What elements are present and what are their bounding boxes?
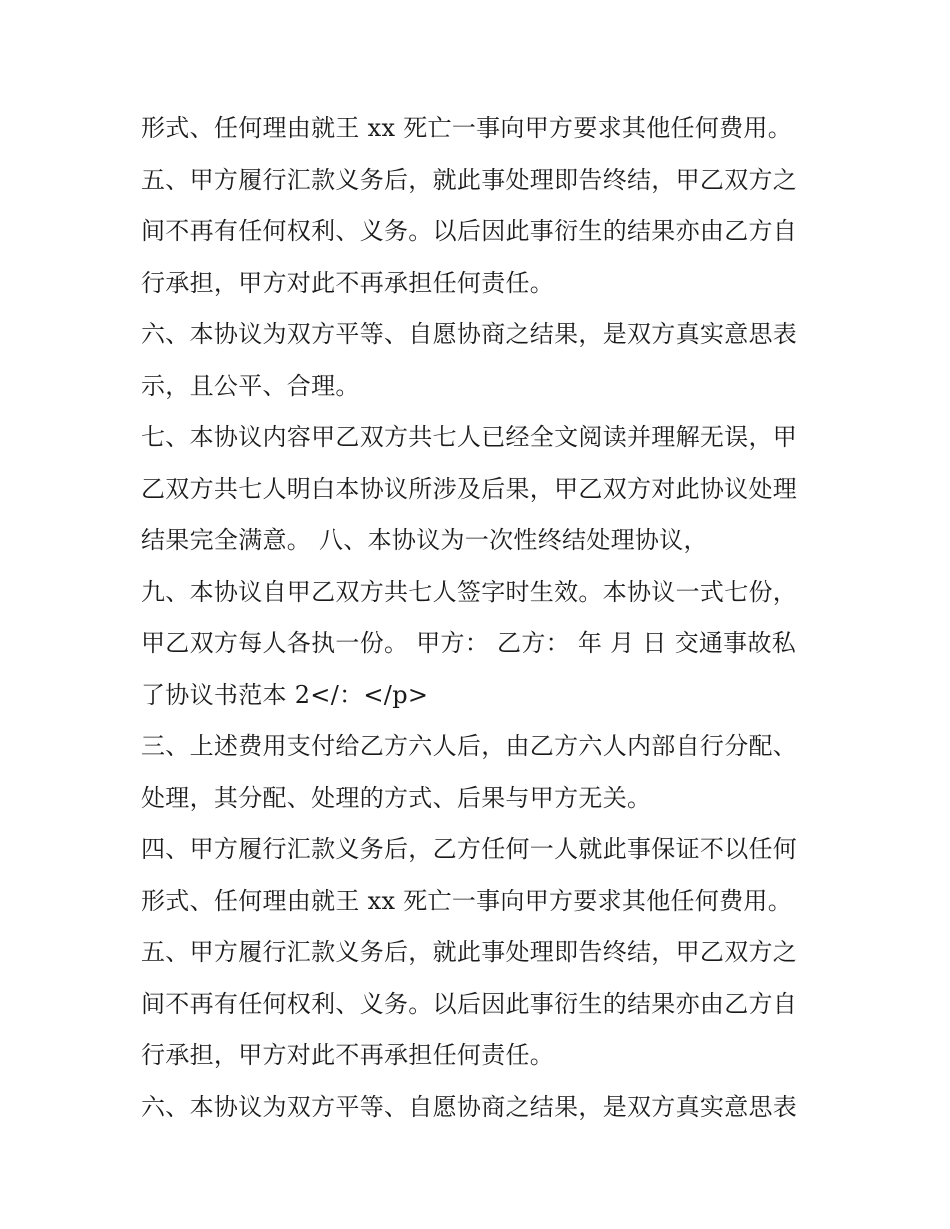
text-line: 九、本协议自甲乙双方共七人签字时生效。本协议一式七份， <box>141 577 798 606</box>
text-line: 六、本协议为双方平等、自愿协商之结果，是双方真实意思表 <box>141 320 798 348</box>
text-line: 了协议书范本 2</：</p> <box>141 680 429 709</box>
text-line: 间不再有任何权利、义务。以后因此事衍生的结果亦由乙方自 <box>141 217 798 245</box>
text-line: 三、上述费用支付给乙方六人后，由乙方六人内部自行分配、 <box>141 732 798 760</box>
text-line: 甲乙双方每人各执一份。 甲方： 乙方： 年 月 日 交通事故私 <box>141 629 797 657</box>
text-line: 示，且公平、合理。 <box>141 371 360 400</box>
text-line: 七、本协议内容甲乙双方共七人已经全文阅读并理解无误，甲 <box>141 423 798 451</box>
text-line: 间不再有任何权利、义务。以后因此事衍生的结果亦由乙方自 <box>141 989 798 1018</box>
text-line: 行承担，甲方对此不再承担任何责任。 <box>141 268 555 297</box>
document-body <box>141 103 821 1133</box>
text-line: 处理，其分配、处理的方式、后果与甲方无关。 <box>141 783 652 812</box>
text-line: 乙双方共七人明白本协议所涉及后果，甲乙双方对此协议处理 <box>141 474 798 503</box>
text-line: 结果完全满意。 八、本协议为一次性终结处理协议， <box>141 526 708 554</box>
text-line: 形式、任何理由就王 xx 死亡一事向甲方要求其他任何费用。 <box>141 114 793 142</box>
text-line: 五、甲方履行汇款义务后，就此事处理即告终结，甲乙双方之 <box>141 938 798 966</box>
text-line: 形式、任何理由就王 xx 死亡一事向甲方要求其他任何费用。 <box>141 886 793 915</box>
text-line: 行承担，甲方对此不再承担任何责任。 <box>141 1041 555 1069</box>
text-line: 六、本协议为双方平等、自愿协商之结果，是双方真实意思表 <box>141 1092 798 1121</box>
text-line: 四、甲方履行汇款义务后，乙方任何一人就此事保证不以任何 <box>141 835 798 863</box>
text-line: 五、甲方履行汇款义务后，就此事处理即告终结，甲乙双方之 <box>141 165 798 194</box>
